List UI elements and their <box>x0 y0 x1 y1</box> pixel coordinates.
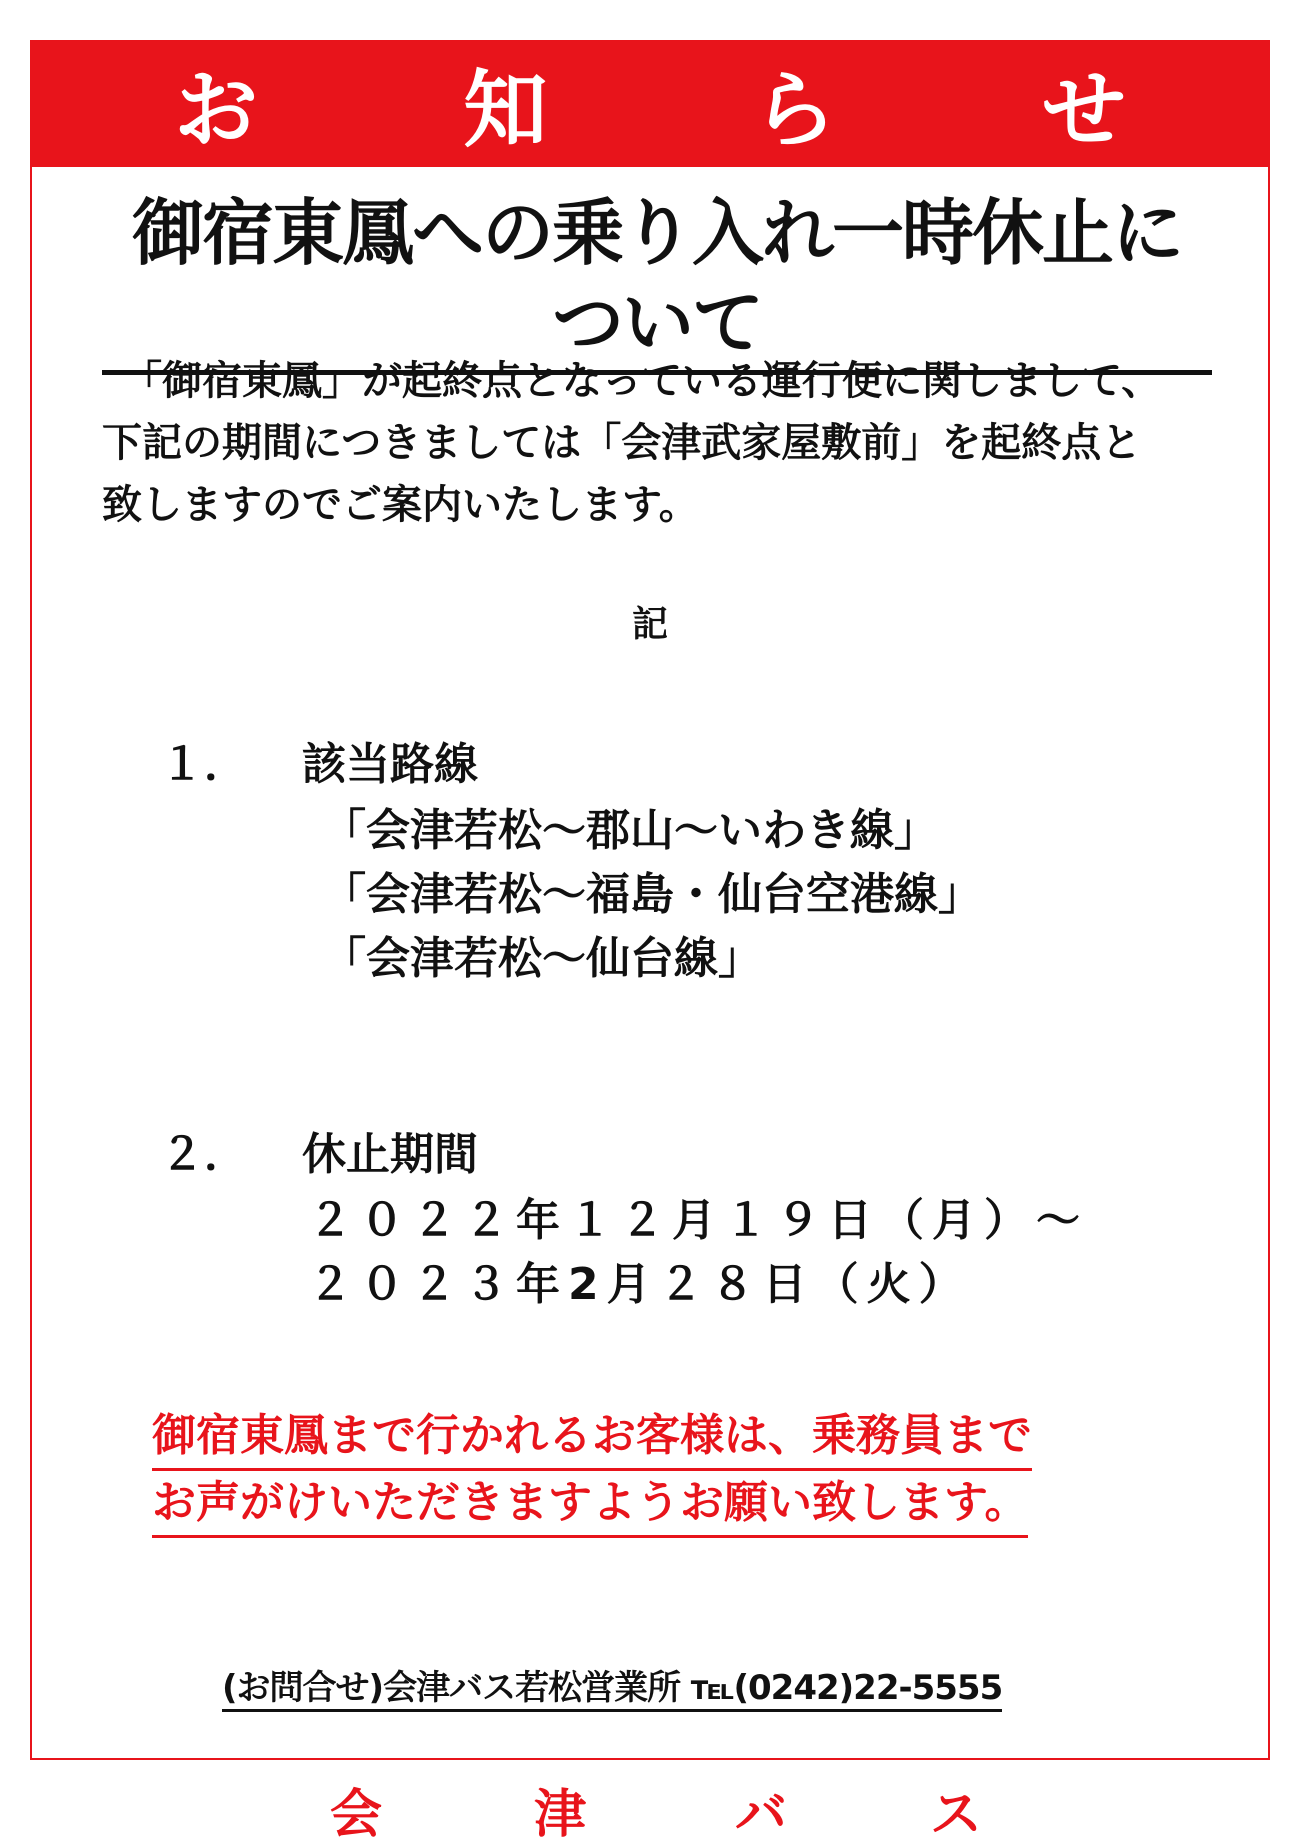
ki-mark: 記 <box>631 604 668 645</box>
subject-title: 御宿東鳳への乗り入れ一時休止について <box>102 188 1212 375</box>
item-heading: 休止期間 <box>302 1129 478 1180</box>
intro-paragraph <box>102 350 1242 536</box>
period-line: ２０２３年2月２８日（火） <box>308 1259 971 1310</box>
footer-char: ス <box>930 1785 983 1845</box>
header-band <box>30 40 1270 167</box>
intro-line: 「御宿東鳳」が起終点となっている運行便に関しまして、 <box>102 358 1162 404</box>
item-number: ２． <box>160 1129 248 1180</box>
notice-line: 御宿東鳳まで行かれるお客様は、乗務員まで <box>152 1404 1032 1471</box>
intro-line: 致しますのでご案内いたします。 <box>102 482 699 528</box>
route-line: 「会津若松～郡山～いわき線」 <box>322 805 938 856</box>
item-number: １． <box>160 739 248 790</box>
item-heading: 該当路線 <box>302 739 478 790</box>
contact-info: (お問合せ)会津バス若松営業所 ℡(0242)22-5555 <box>222 1660 1002 1712</box>
footer-company-name <box>0 1772 1300 1845</box>
route-line: 「会津若松～福島・仙台空港線」 <box>322 869 982 920</box>
footer-char: バ <box>735 1785 788 1845</box>
footer-char: 会 <box>330 1785 383 1845</box>
footer-char: 津 <box>534 1785 587 1845</box>
route-line: 「会津若松～仙台線」 <box>322 933 762 984</box>
header-title: お 知 ら せ <box>174 61 1214 159</box>
intro-line: 下記の期間につきましては「会津武家屋敷前」を起終点と <box>102 420 1142 466</box>
notice-line: お声がけいただきますようお願い致します。 <box>152 1471 1028 1538</box>
customer-notice <box>152 1404 1152 1538</box>
period-line: ２０２２年１２月１９日（月）～ <box>308 1195 1088 1246</box>
